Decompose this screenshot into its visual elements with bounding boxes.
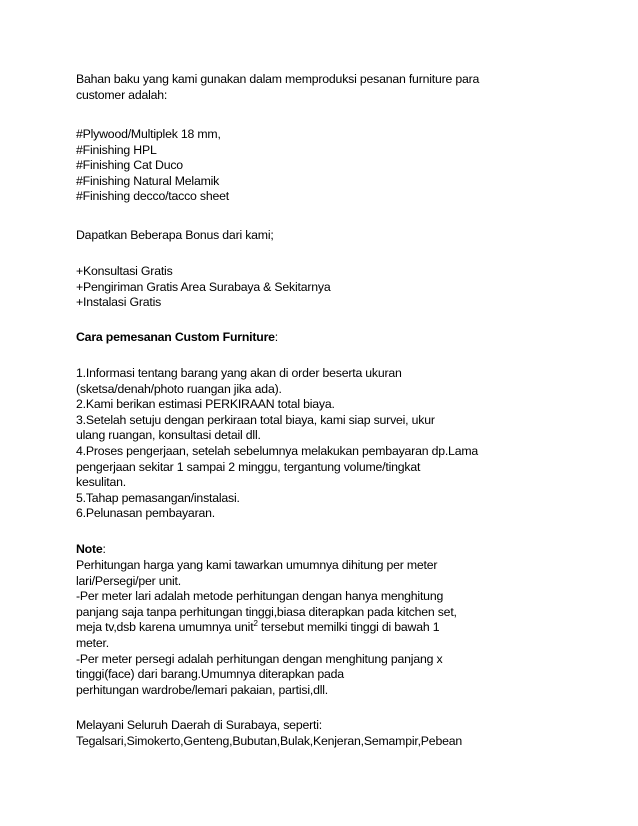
area-section [76,718,616,749]
order-steps [76,366,616,522]
bonus-text: +Konsultasi Gratis +Pengiriman Gratis Area Surabaya & Sekitarnya +Instalasi Gratis [76,264,331,310]
bonus-list [76,264,616,311]
note-heading-title: Note [76,542,103,556]
intro-paragraph [76,72,616,103]
note-text-part1: Perhitungan harga yang kami tawarkan umumnya dihitung per meter lari/Persegi/per unit. -Per meter lari adalah metode perhitungan dengan hanya menghitung panjang saja tanpa perhitungan tinggi,biasa diterapkan pada kitchen set, meja tv,dsb karena umumnya unit [76,558,457,635]
area-intro-text: Melayani Seluruh Daerah di Surabaya, seperti: [76,718,322,732]
order-heading [76,330,616,346]
bonus-intro [76,228,616,244]
order-heading-colon: : [274,330,279,344]
order-steps-text: 1.Informasi tentang barang yang akan di order beserta ukuran (sketsa/denah/photo ruangan jika ada). 2.Kami berikan estimasi PERKIRAAN total biaya. 3.Setelah setuju dengan perkiraan total biaya, kami siap survei, ukur ulang ruangan, konsultasi detail dll. 4.Proses pengerjaan, setelah sebelumnya melakukan pembayaran dp.Lama pengerjaan sekitar 1 sampai 2 minggu, tergantung volume/tingkat kesulitan. 5.Tahap pemasangan/instalasi. 6.Pelunasan pembayaran. [76,366,479,521]
note-body [76,558,616,698]
intro-text: Bahan baku yang kami gunakan dalam memproduksi pesanan furniture para customer adalah: [76,72,480,102]
materials-list [76,127,616,205]
area-list-text: Tegalsari,Simokerto,Genteng,Bubutan,Bulak,Kenjeran,Semampir,Pebean [76,733,463,748]
note-superscript: 2 [253,619,258,629]
note-text-part2: tersebut memilki tinggi di bawah 1 meter. -Per meter persegi adalah perhitungan dengan menghitung panjang x tinggi(face) dari barang.Umumnya diterapkan pada perhitungan wardrobe/lemari pakaian, partisi,dll. [76,620,443,697]
order-heading-title: Cara pemesanan Custom Furniture [76,330,275,344]
bonus-intro-text: Dapatkan Beberapa Bonus dari kami; [76,228,274,242]
note-heading-colon: : [102,542,106,556]
note-heading [76,542,616,558]
materials-text: #Plywood/Multiplek 18 mm, #Finishing HPL #Finishing Cat Duco #Finishing Natural Melamik #Finishing decco/tacco sheet [76,127,229,204]
